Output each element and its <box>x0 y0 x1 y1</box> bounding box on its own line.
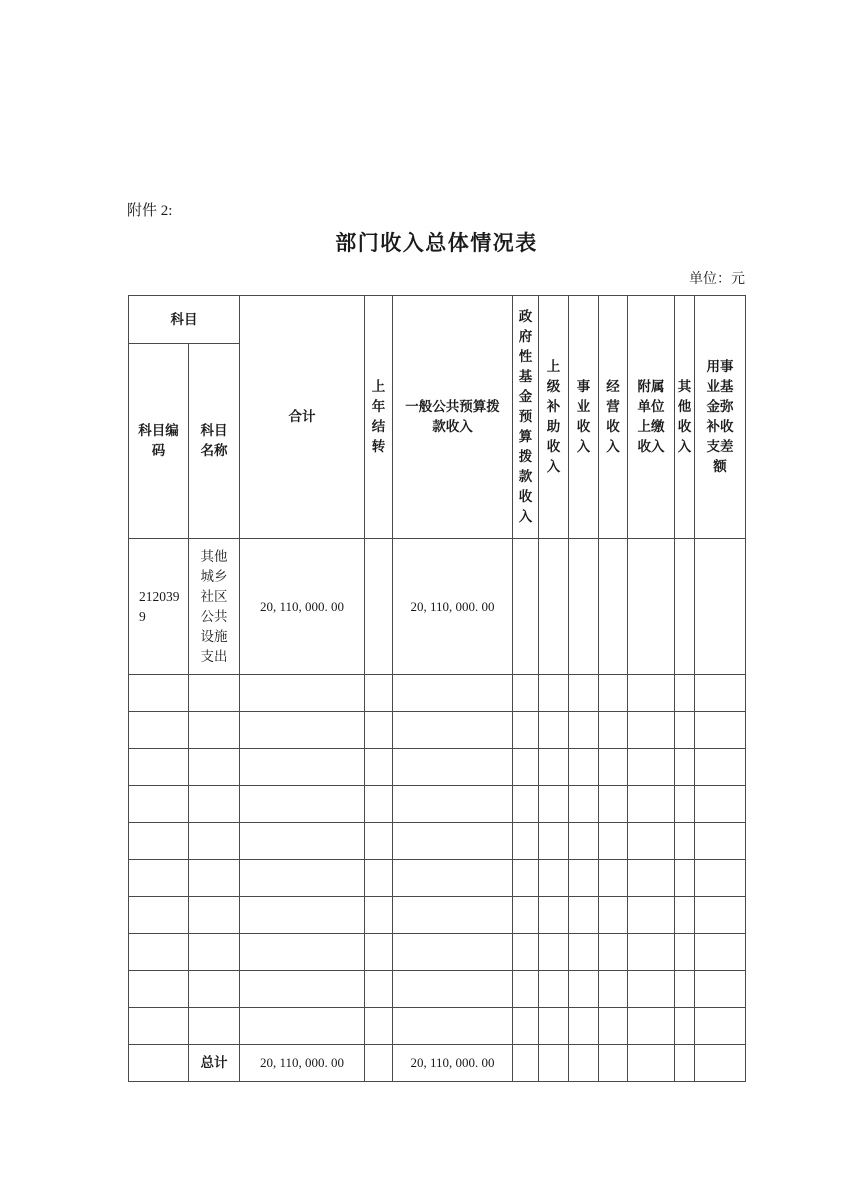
empty-cell <box>675 860 695 897</box>
empty-cell <box>189 1008 240 1045</box>
general-budget-value: 20, 110, 000. 00 <box>410 598 495 614</box>
empty-cell <box>513 1008 539 1045</box>
header-general-public-budget-income <box>393 296 513 539</box>
empty-cell <box>365 786 393 823</box>
header-label: 其他收入 <box>677 379 692 454</box>
empty-cell <box>628 1008 675 1045</box>
total-value: 20, 110, 000. 00 <box>259 598 345 614</box>
empty-cell <box>189 971 240 1008</box>
header-label: 政府性基金预算拨款收入 <box>518 309 533 524</box>
empty-cell <box>365 971 393 1008</box>
empty-cell <box>675 971 695 1008</box>
total-row-label: 总计 <box>189 1045 240 1082</box>
table-header <box>129 296 746 539</box>
empty-cell <box>240 675 365 712</box>
cell-subject-code <box>129 539 189 675</box>
empty-cell <box>393 749 513 786</box>
empty-cell <box>240 712 365 749</box>
grand-general-budget-value: 20, 110, 000. 00 <box>410 1055 495 1070</box>
cell-business-income <box>599 539 628 675</box>
empty-cell <box>599 749 628 786</box>
header-subject-code <box>129 344 189 539</box>
cell-operational-income <box>569 1045 599 1082</box>
empty-cell <box>539 823 569 860</box>
empty-cell <box>599 823 628 860</box>
cell-general-public-budget-income <box>393 539 513 675</box>
empty-cell <box>365 860 393 897</box>
empty-cell <box>599 934 628 971</box>
empty-cell <box>513 897 539 934</box>
empty-cell <box>599 712 628 749</box>
attachment-label: 附件 2: <box>127 203 173 219</box>
empty-cell <box>695 860 746 897</box>
empty-cell <box>675 934 695 971</box>
cell-total <box>240 539 365 675</box>
header-prior-year-carryover <box>365 296 393 539</box>
cell-government-fund-income <box>513 539 539 675</box>
cell-fund-balance-coverage <box>695 1045 746 1082</box>
empty-cell <box>393 786 513 823</box>
page-title: 部门收入总体情况表 <box>335 231 538 255</box>
empty-row <box>129 786 746 823</box>
empty-row <box>129 1008 746 1045</box>
header-fund-balance-coverage <box>695 296 746 539</box>
empty-cell <box>393 971 513 1008</box>
empty-cell <box>695 749 746 786</box>
empty-cell <box>628 823 675 860</box>
empty-cell <box>189 712 240 749</box>
empty-cell <box>695 823 746 860</box>
header-label: 科目名称 <box>200 423 228 458</box>
empty-cell <box>129 786 189 823</box>
empty-cell <box>513 675 539 712</box>
header-superior-subsidy-income <box>539 296 569 539</box>
empty-cell <box>513 712 539 749</box>
empty-cell <box>675 675 695 712</box>
empty-row <box>129 860 746 897</box>
empty-cell <box>539 786 569 823</box>
empty-cell <box>393 1008 513 1045</box>
cell-prior-year-carryover <box>365 1045 393 1082</box>
empty-cell <box>513 823 539 860</box>
empty-cell <box>365 1008 393 1045</box>
header-label: 附属单位上缴收入 <box>637 379 665 454</box>
header-label: 上年结转 <box>371 379 386 454</box>
empty-row <box>129 675 746 712</box>
cell-affiliated-unit-income <box>628 539 675 675</box>
empty-cell <box>628 897 675 934</box>
empty-cell <box>393 897 513 934</box>
empty-cell <box>393 934 513 971</box>
empty-cell <box>628 786 675 823</box>
empty-cell <box>240 749 365 786</box>
header-government-fund-income <box>513 296 539 539</box>
empty-cell <box>129 823 189 860</box>
cell-total <box>240 1045 365 1082</box>
empty-cell <box>539 712 569 749</box>
cell-other-income <box>675 1045 695 1082</box>
empty-cell <box>675 786 695 823</box>
empty-cell <box>569 712 599 749</box>
empty-cell <box>365 675 393 712</box>
empty-cell <box>240 897 365 934</box>
unit-label: 单位：元 <box>689 272 745 287</box>
empty-cell <box>513 971 539 1008</box>
empty-cell <box>365 749 393 786</box>
empty-cell <box>675 1008 695 1045</box>
empty-cell <box>628 934 675 971</box>
empty-cell <box>628 860 675 897</box>
empty-cell <box>189 749 240 786</box>
subject-code-value: 2120399 <box>139 588 180 624</box>
empty-cell <box>240 786 365 823</box>
cell-government-fund-income <box>513 1045 539 1082</box>
empty-cell <box>539 749 569 786</box>
empty-cell <box>599 897 628 934</box>
empty-cell <box>628 749 675 786</box>
empty-row <box>129 971 746 1008</box>
cell-prior-year-carryover <box>365 539 393 675</box>
empty-cell <box>129 1008 189 1045</box>
empty-cell <box>569 786 599 823</box>
empty-cell <box>240 971 365 1008</box>
header-total: 合计 <box>240 296 365 539</box>
empty-cell <box>675 897 695 934</box>
cell-business-income <box>599 1045 628 1082</box>
empty-cell <box>628 971 675 1008</box>
table-empty-rows <box>129 675 746 1045</box>
empty-cell <box>569 675 599 712</box>
empty-row <box>129 823 746 860</box>
cell-subject-code <box>129 1045 189 1082</box>
empty-cell <box>129 897 189 934</box>
cell-fund-balance-coverage <box>695 539 746 675</box>
empty-row <box>129 749 746 786</box>
cell-operational-income <box>569 539 599 675</box>
empty-cell <box>569 1008 599 1045</box>
empty-cell <box>513 786 539 823</box>
empty-cell <box>539 675 569 712</box>
empty-row <box>129 897 746 934</box>
empty-cell <box>539 860 569 897</box>
empty-cell <box>599 675 628 712</box>
empty-cell <box>393 712 513 749</box>
empty-cell <box>695 934 746 971</box>
empty-cell <box>599 971 628 1008</box>
empty-cell <box>393 860 513 897</box>
empty-cell <box>240 1008 365 1045</box>
empty-row <box>129 712 746 749</box>
empty-cell <box>695 1008 746 1045</box>
empty-cell <box>675 823 695 860</box>
empty-cell <box>189 823 240 860</box>
cell-subject-name <box>189 539 240 675</box>
empty-cell <box>240 823 365 860</box>
empty-cell <box>393 675 513 712</box>
empty-cell <box>675 712 695 749</box>
empty-cell <box>129 749 189 786</box>
empty-cell <box>189 786 240 823</box>
empty-cell <box>365 897 393 934</box>
empty-cell <box>539 1008 569 1045</box>
table-footer <box>129 1045 746 1082</box>
cell-superior-subsidy-income <box>539 539 569 675</box>
cell-affiliated-unit-income <box>628 1045 675 1082</box>
empty-cell <box>599 1008 628 1045</box>
header-label: 事业收入 <box>576 379 591 454</box>
empty-cell <box>539 897 569 934</box>
empty-cell <box>365 934 393 971</box>
empty-cell <box>240 934 365 971</box>
cell-general-public-budget-income <box>393 1045 513 1082</box>
empty-cell <box>365 712 393 749</box>
empty-cell <box>695 971 746 1008</box>
empty-cell <box>129 971 189 1008</box>
header-business-income <box>599 296 628 539</box>
header-row-top <box>129 296 746 344</box>
cell-superior-subsidy-income <box>539 1045 569 1082</box>
empty-cell <box>189 675 240 712</box>
empty-cell <box>675 749 695 786</box>
header-subject-name <box>189 344 240 539</box>
header-operational-income <box>569 296 599 539</box>
table-body <box>129 539 746 675</box>
empty-cell <box>695 897 746 934</box>
empty-cell <box>189 897 240 934</box>
empty-cell <box>513 749 539 786</box>
empty-cell <box>513 934 539 971</box>
total-row <box>129 1045 746 1082</box>
empty-cell <box>569 934 599 971</box>
empty-cell <box>695 712 746 749</box>
header-subject-group: 科目 <box>129 296 240 344</box>
empty-cell <box>569 971 599 1008</box>
empty-cell <box>240 860 365 897</box>
income-table <box>128 295 746 1082</box>
empty-cell <box>129 675 189 712</box>
empty-cell <box>599 786 628 823</box>
header-other-income <box>675 296 695 539</box>
empty-cell <box>393 823 513 860</box>
header-label: 科目编码 <box>138 423 179 458</box>
empty-cell <box>695 786 746 823</box>
empty-cell <box>695 675 746 712</box>
empty-cell <box>189 860 240 897</box>
header-affiliated-unit-income <box>628 296 675 539</box>
empty-cell <box>189 934 240 971</box>
empty-cell <box>539 934 569 971</box>
empty-cell <box>628 712 675 749</box>
subject-name-value: 其他城乡社区公共设施支出 <box>200 548 228 664</box>
empty-cell <box>628 675 675 712</box>
empty-cell <box>129 934 189 971</box>
empty-row <box>129 934 746 971</box>
empty-cell <box>513 860 539 897</box>
header-label: 上级补助收入 <box>546 359 561 474</box>
empty-cell <box>599 860 628 897</box>
empty-cell <box>569 749 599 786</box>
empty-cell <box>569 860 599 897</box>
empty-cell <box>129 712 189 749</box>
empty-cell <box>569 897 599 934</box>
empty-cell <box>365 823 393 860</box>
header-label: 用事业基金弥补收支差额 <box>706 359 734 474</box>
empty-cell <box>539 971 569 1008</box>
header-label: 经营收入 <box>606 379 620 454</box>
empty-cell <box>129 860 189 897</box>
header-label: 一般公共预算拨款收入 <box>405 399 500 434</box>
table-row <box>129 539 746 675</box>
cell-other-income <box>675 539 695 675</box>
grand-total-value: 20, 110, 000. 00 <box>259 1055 345 1070</box>
empty-cell <box>569 823 599 860</box>
